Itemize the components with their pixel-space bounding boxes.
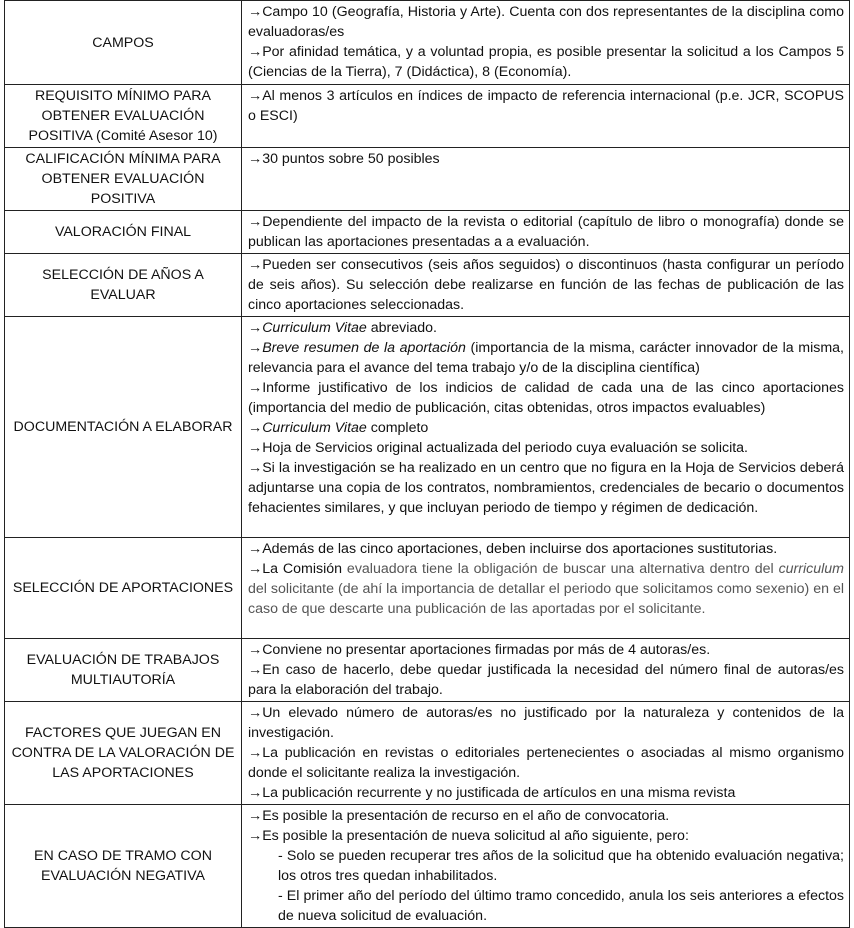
bullet-rest: Informe justificativo de los indicios de calidad de cada una de las cinco aportaciones (importancia del medio de publicación, citas obtenidas, otros impactos evaluables) bbox=[248, 380, 844, 416]
arrow-glyph: → bbox=[248, 320, 263, 336]
bullet-text: →Es posible la presentación de nueva solicitud al año siguiente, pero: bbox=[248, 828, 689, 844]
document-page bbox=[4, 0, 850, 928]
bullet-text: →Dependiente del impacto de la revista o editorial (capítulo de libro o monografía) donde se publican las aportaciones presentadas a a evaluación. bbox=[248, 214, 844, 250]
arrow-glyph: → bbox=[248, 460, 263, 476]
bullet-rest: completo bbox=[366, 420, 429, 436]
bullet-text: →Campo 10 (Geografía, Historia y Arte). Cuenta con dos representantes de la disciplina como evaluadoras/es bbox=[248, 4, 844, 40]
table-row bbox=[5, 639, 850, 702]
arrow-glyph: → bbox=[248, 340, 263, 356]
bullet-text: →Conviene no presentar aportaciones firmadas por más de 4 autoras/es. bbox=[248, 642, 711, 658]
table-row bbox=[5, 211, 850, 254]
bullet-rest: del solicitante (de ahí la importancia de detallar el periodo que solicitamos como sexenio) en el caso de que descarte una publicación de las aportadas por el solicitante. bbox=[248, 581, 844, 617]
table-row bbox=[5, 254, 850, 317]
bullet-rest: evaluadora tiene la obligación de buscar una alternativa dentro del bbox=[342, 561, 779, 577]
bullet-text: →30 puntos sobre 50 posibles bbox=[248, 151, 440, 167]
table-row bbox=[5, 538, 850, 639]
bullet-rest: (importancia de la misma, carácter innovador de la misma, relevancia para el avance del tema trabajo y/o de la disciplina científica) bbox=[248, 340, 844, 376]
bullet-text bbox=[248, 418, 844, 438]
italic-term: Curriculum Vitae bbox=[262, 320, 367, 336]
bullet-text: →Pueden ser consecutivos (seis años seguidos) o discontinuos (hasta configurar un período de seis años). Su selección debe realizarse en función de las fechas de publicación de las cinco aportaciones seleccionadas. bbox=[248, 257, 844, 313]
row-label: FACTORES QUE JUEGAN EN CONTRA DE LA VALORACIÓN DE LAS APORTACIONES bbox=[5, 702, 242, 805]
bullet-text bbox=[248, 338, 844, 378]
bullet-text: →Un elevado número de autoras/es no justificado por la naturaleza y contenidos de la investigación. bbox=[248, 705, 844, 741]
row-content bbox=[242, 639, 850, 702]
arrow-glyph: → bbox=[248, 420, 263, 436]
row-content bbox=[242, 211, 850, 254]
row-content bbox=[242, 538, 850, 639]
bullet-text: →Por afinidad temática, y a voluntad propia, es posible presentar la solicitud a los Campos 5 (Ciencias de la Tierra), 7 (Didáctica), 8 (Economía). bbox=[248, 44, 844, 80]
bullet-rest: Hoja de Servicios original actualizada del periodo cuya evaluación se solicita. bbox=[262, 440, 748, 456]
row-content bbox=[242, 254, 850, 317]
table-row bbox=[5, 805, 850, 928]
row-label: SELECCIÓN DE APORTACIONES bbox=[5, 538, 242, 639]
italic-term: Breve resumen de la aportación bbox=[262, 340, 466, 356]
row-label: CALIFICACIÓN MÍNIMA PARA OBTENER EVALUACIÓN POSITIVA bbox=[5, 148, 242, 211]
bullet-text: →Al menos 3 artículos en índices de impacto de referencia internacional (p.e. JCR, SCOPUS o ESCI) bbox=[248, 88, 844, 124]
row-content bbox=[242, 317, 850, 538]
bullet-text bbox=[248, 559, 844, 619]
table-row bbox=[5, 1, 850, 85]
bullet-rest: La Comisión bbox=[262, 561, 343, 577]
row-label: SELECCIÓN DE AÑOS A EVALUAR bbox=[5, 254, 242, 317]
row-label: VALORACIÓN FINAL bbox=[5, 211, 242, 254]
row-label: DOCUMENTACIÓN A ELABORAR bbox=[5, 317, 242, 538]
row-label: EVALUACIÓN DE TRABAJOS MULTIAUTORÍA bbox=[5, 639, 242, 702]
table-row bbox=[5, 85, 850, 148]
arrow-glyph: → bbox=[248, 561, 263, 577]
bullet-text bbox=[248, 318, 844, 338]
bullet-text bbox=[248, 378, 844, 418]
table-row bbox=[5, 317, 850, 538]
row-label: REQUISITO MÍNIMO PARA OBTENER EVALUACIÓN POSITIVA (Comité Asesor 10) bbox=[5, 85, 242, 148]
row-content bbox=[242, 148, 850, 211]
row-content bbox=[242, 1, 850, 85]
bullet-text: →La publicación en revistas o editoriales pertenecientes o asociadas al mismo organismo donde el solicitante realiza la investigación. bbox=[248, 745, 844, 781]
bullet-rest: Si la investigación se ha realizado en un centro que no figura en la Hoja de Servicios deberá adjuntarse una copia de los contratos, nombramientos, credenciales de becario o documentos fehacientes similares, y que incluyan periodo de tiempo y régimen de dedicación. bbox=[248, 460, 844, 516]
bullet-text: →Es posible la presentación de recurso en el año de convocatoria. bbox=[248, 808, 670, 824]
bullet-text bbox=[248, 438, 844, 458]
bullet-rest: Además de las cinco aportaciones, deben incluirse dos aportaciones sustitutorias. bbox=[262, 541, 778, 557]
italic-term: Curriculum Vitae bbox=[262, 420, 367, 436]
row-content bbox=[242, 702, 850, 805]
arrow-glyph: → bbox=[248, 380, 263, 396]
row-content bbox=[242, 805, 850, 928]
row-label: EN CASO DE TRAMO CON EVALUACIÓN NEGATIVA bbox=[5, 805, 242, 928]
row-content bbox=[242, 85, 850, 148]
table-row bbox=[5, 148, 850, 211]
bullet-text: →En caso de hacerlo, debe quedar justificada la necesidad del número final de autoras/es para la elaboración del trabajo. bbox=[248, 662, 844, 698]
bullet-text bbox=[248, 458, 844, 518]
sub-bullet-text: - Solo se pueden recuperar tres años de la solicitud que ha obtenido evaluación negativa; los otros tres quedan inhabilitados. bbox=[278, 848, 844, 884]
arrow-glyph: → bbox=[248, 440, 263, 456]
table-row bbox=[5, 702, 850, 805]
bullet-rest: abreviado. bbox=[366, 320, 437, 336]
bullet-text: →La publicación recurrente y no justificada de artículos en una misma revista bbox=[248, 785, 736, 801]
sub-bullet-text: - El primer año del período del último tramo concedido, anula los seis anteriores a efectos de nueva solicitud de evaluación. bbox=[278, 888, 844, 924]
arrow-glyph: → bbox=[248, 541, 263, 557]
evaluation-criteria-table bbox=[4, 0, 850, 928]
row-label: CAMPOS bbox=[5, 1, 242, 85]
italic-term: curriculum bbox=[778, 561, 844, 577]
bullet-text bbox=[248, 539, 844, 559]
